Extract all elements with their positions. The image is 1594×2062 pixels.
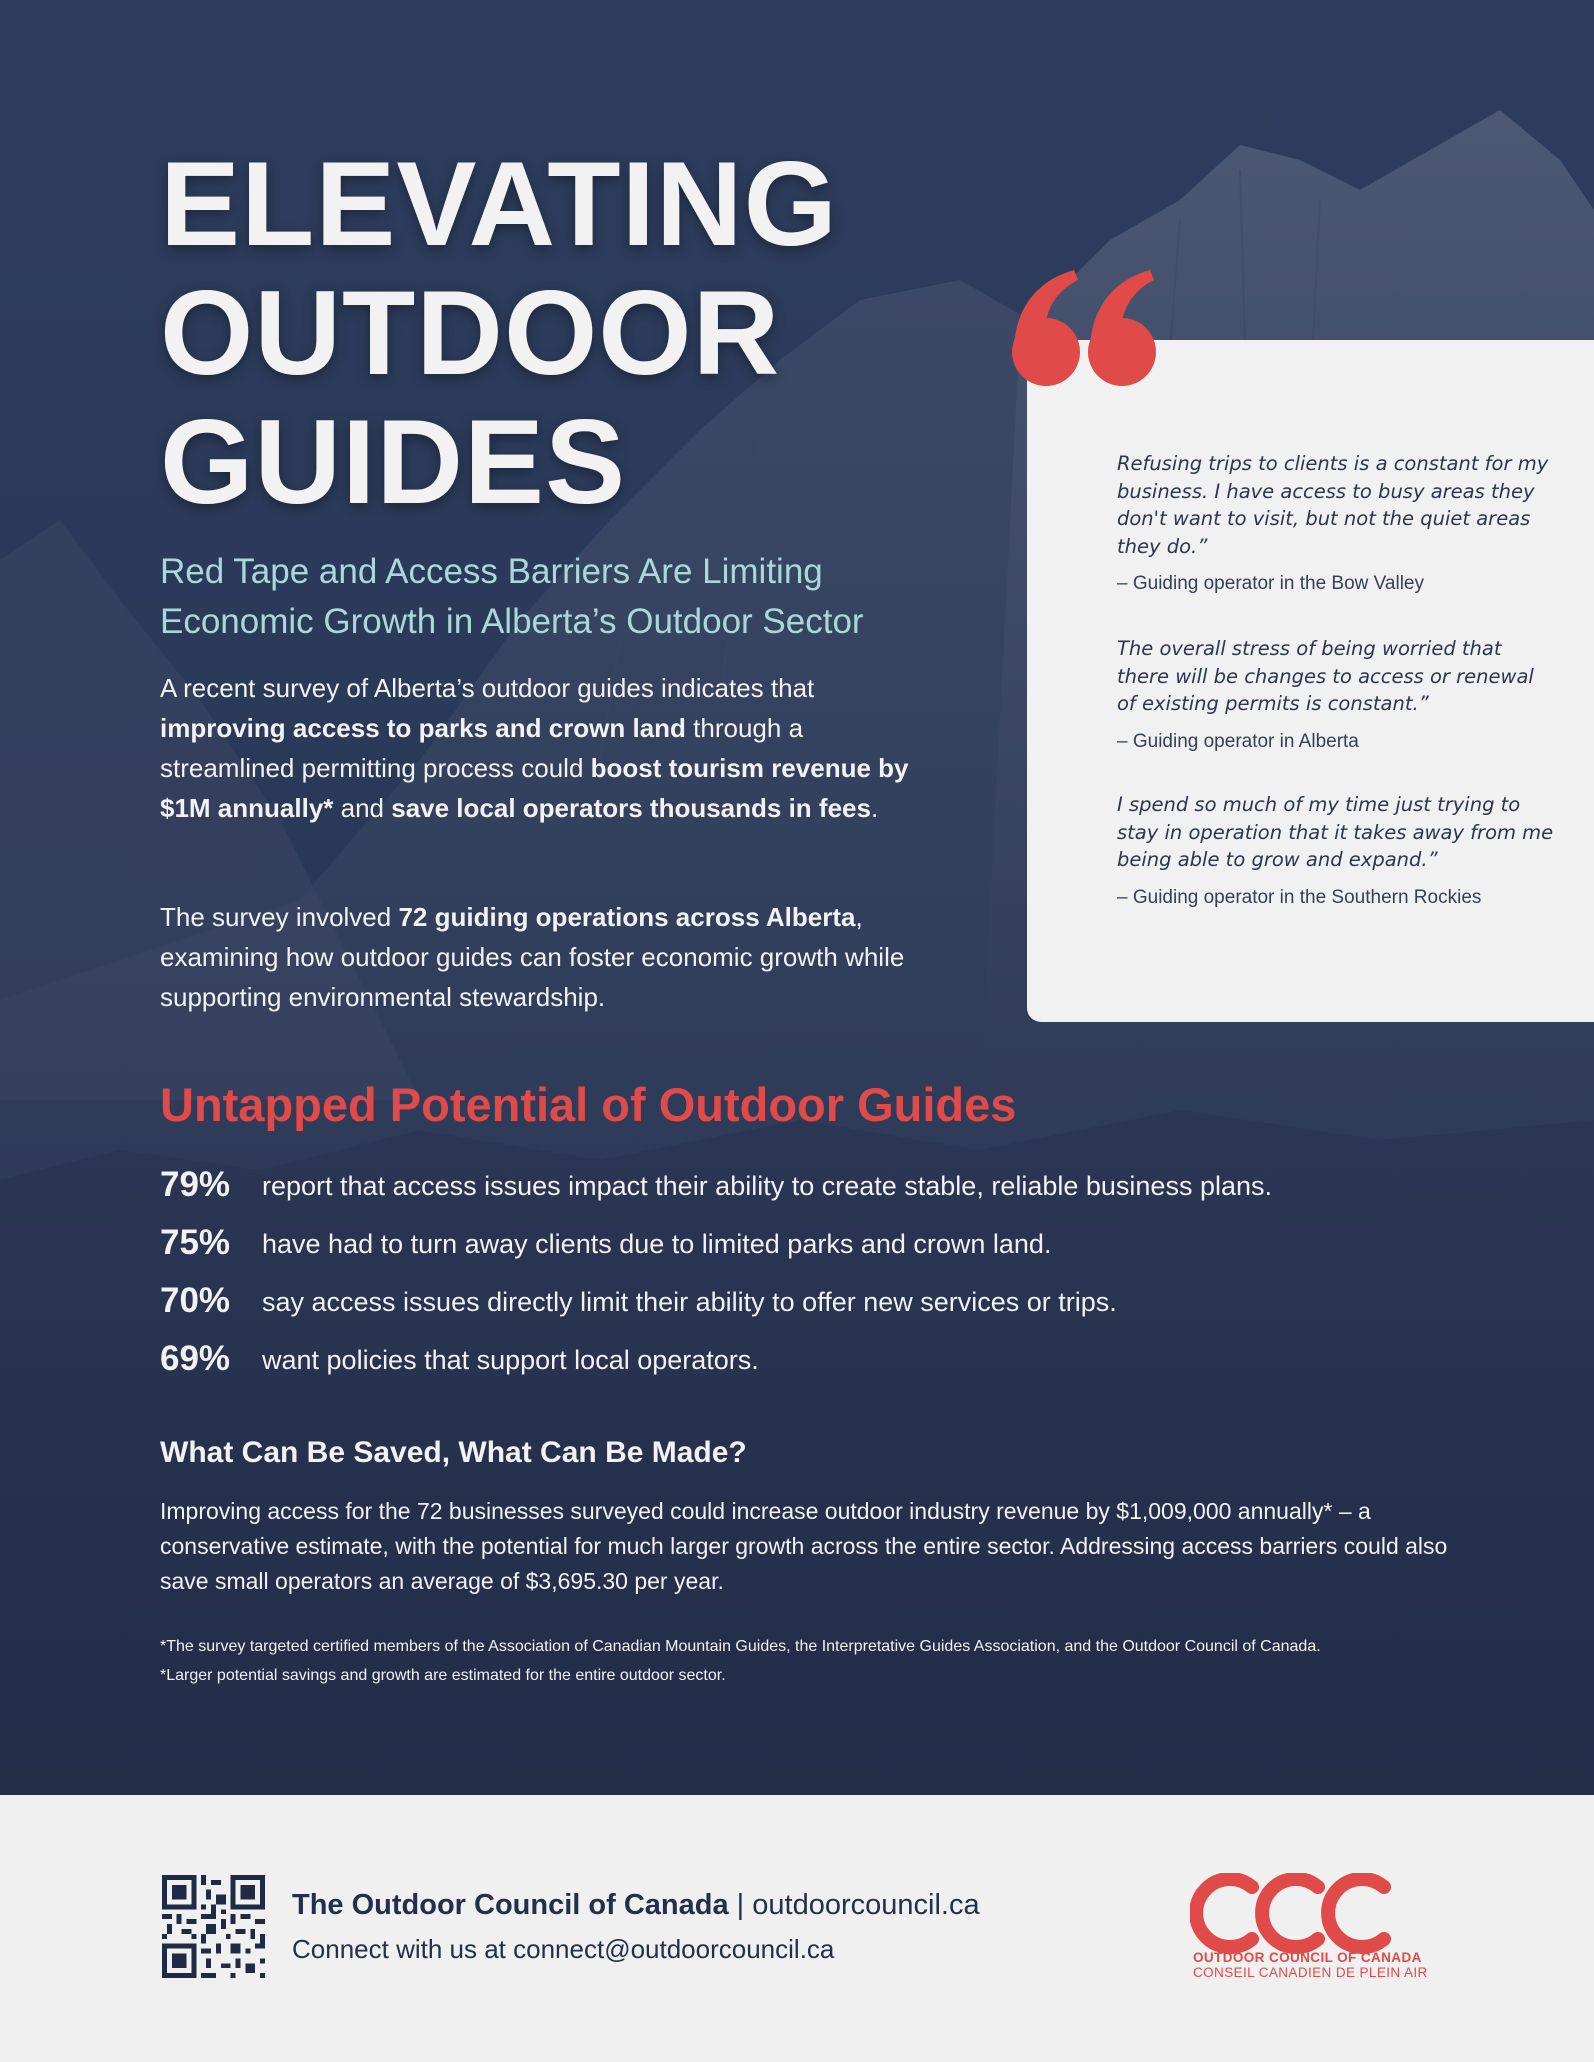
survey-paragraph — [160, 897, 920, 1017]
intro-text: A recent survey of Alberta’s outdoor guides indicates that — [160, 673, 815, 703]
intro-text: and — [333, 793, 392, 823]
org-name: The Outdoor Council of Canada — [292, 1889, 729, 1921]
quote-attribution: – Guiding operator in the Bow Valley — [1117, 573, 1424, 594]
quote-attribution: – Guiding operator in the Southern Rockies — [1117, 886, 1482, 908]
quote — [1117, 791, 1557, 911]
stat-text: say access issues directly limit their ability to offer new services or trips. — [262, 1287, 1117, 1317]
saved-heading: What Can Be Saved, What Can Be Made? — [160, 1436, 747, 1469]
intro-emphasis: boost tourism revenue by $1M annually* — [160, 753, 909, 823]
title-line-1: ELEVATING — [160, 137, 838, 271]
stat-percent: 79% — [160, 1165, 231, 1204]
title-line-2: OUTDOOR — [160, 266, 781, 400]
stat-text: have had to turn away clients due to limited parks and crown land. — [262, 1229, 1052, 1259]
survey-emphasis: 72 guiding operations across Alberta — [398, 902, 856, 932]
quote — [1117, 635, 1557, 755]
logo-line-2: CONSEIL CANADIEN DE PLEIN AIR — [1193, 1965, 1428, 1980]
quote-text: I spend so much of my time just trying to stay in operation that it takes away from me being able to grow and expand.” — [1117, 793, 1554, 871]
connect-text: Connect with us at — [292, 1934, 514, 1964]
subtitle — [160, 547, 960, 647]
intro-text: through a streamlined permitting process could — [160, 713, 804, 783]
intro-emphasis: save local operators thousands in fees — [391, 793, 871, 823]
separator: | — [728, 1889, 753, 1921]
qr-code-icon[interactable] — [162, 1875, 265, 1978]
footer-org-line — [292, 1885, 980, 1925]
subtitle-line-1: Red Tape and Access Barriers Are Limiting — [160, 552, 823, 591]
quote-attribution: – Guiding operator in Alberta — [1117, 730, 1359, 752]
intro-emphasis: improving access to parks and crown land — [160, 713, 686, 743]
footer — [0, 1795, 1594, 2062]
survey-text: , examining how outdoor guides can foster economic growth while supporting environmental stewardship. — [160, 902, 905, 1012]
stat-text: want policies that support local operators. — [262, 1345, 759, 1375]
footnote: *Larger potential savings and growth are estimated for the entire outdoor sector. — [160, 1667, 726, 1684]
logo-line-1: OUTDOOR COUNCIL OF CANADA — [1193, 1950, 1422, 1965]
potential-heading: Untapped Potential of Outdoor Guides — [160, 1078, 1017, 1131]
subtitle-line-2: Economic Growth in Alberta’s Outdoor Sector — [160, 602, 864, 641]
stat-text: report that access issues impact their ability to create stable, reliable business plans. — [262, 1171, 1272, 1201]
stat-percent: 69% — [160, 1339, 231, 1378]
footnotes — [160, 1632, 1460, 1690]
page-title — [160, 137, 838, 529]
stat-percent: 70% — [160, 1281, 231, 1320]
saved-body: Improving access for the 72 businesses surveyed could increase outdoor industry revenue by $1,009,000 annually* – a conservative estimate, with the potential for much larger growth across the entire sector. Addressing access barriers could also save small operators an average of $3,695.30 per year. — [160, 1498, 1448, 1594]
footer-connect-line — [292, 1929, 834, 1969]
footnote: *The survey targeted certified members of the Association of Canadian Mountain Guides, the Interpretative Guides Association, and the Outdoor Council of Canada. — [160, 1638, 1321, 1655]
quote-box — [1027, 340, 1594, 1022]
title-line-3: GUIDES — [160, 395, 627, 529]
logo-wordmark — [1193, 1950, 1463, 1980]
email-link[interactable]: connect@outdoorcouncil.ca — [513, 1934, 835, 1964]
quote-text: Refusing trips to clients is a constant for my business. I have access to busy areas they don't want to visit, but not the quiet areas they do.” — [1117, 452, 1549, 558]
quote-text: The overall stress of being worried that there will be changes to access or renewal of existing permits is constant.” — [1117, 637, 1534, 715]
quote — [1117, 450, 1557, 598]
survey-text: The survey involved — [160, 902, 399, 932]
intro-paragraph — [160, 668, 920, 828]
intro-text: . — [870, 793, 879, 823]
quote-mark-icon — [1008, 268, 1163, 388]
website-link[interactable]: outdoorcouncil.ca — [752, 1889, 980, 1921]
stat-percent: 75% — [160, 1223, 231, 1262]
